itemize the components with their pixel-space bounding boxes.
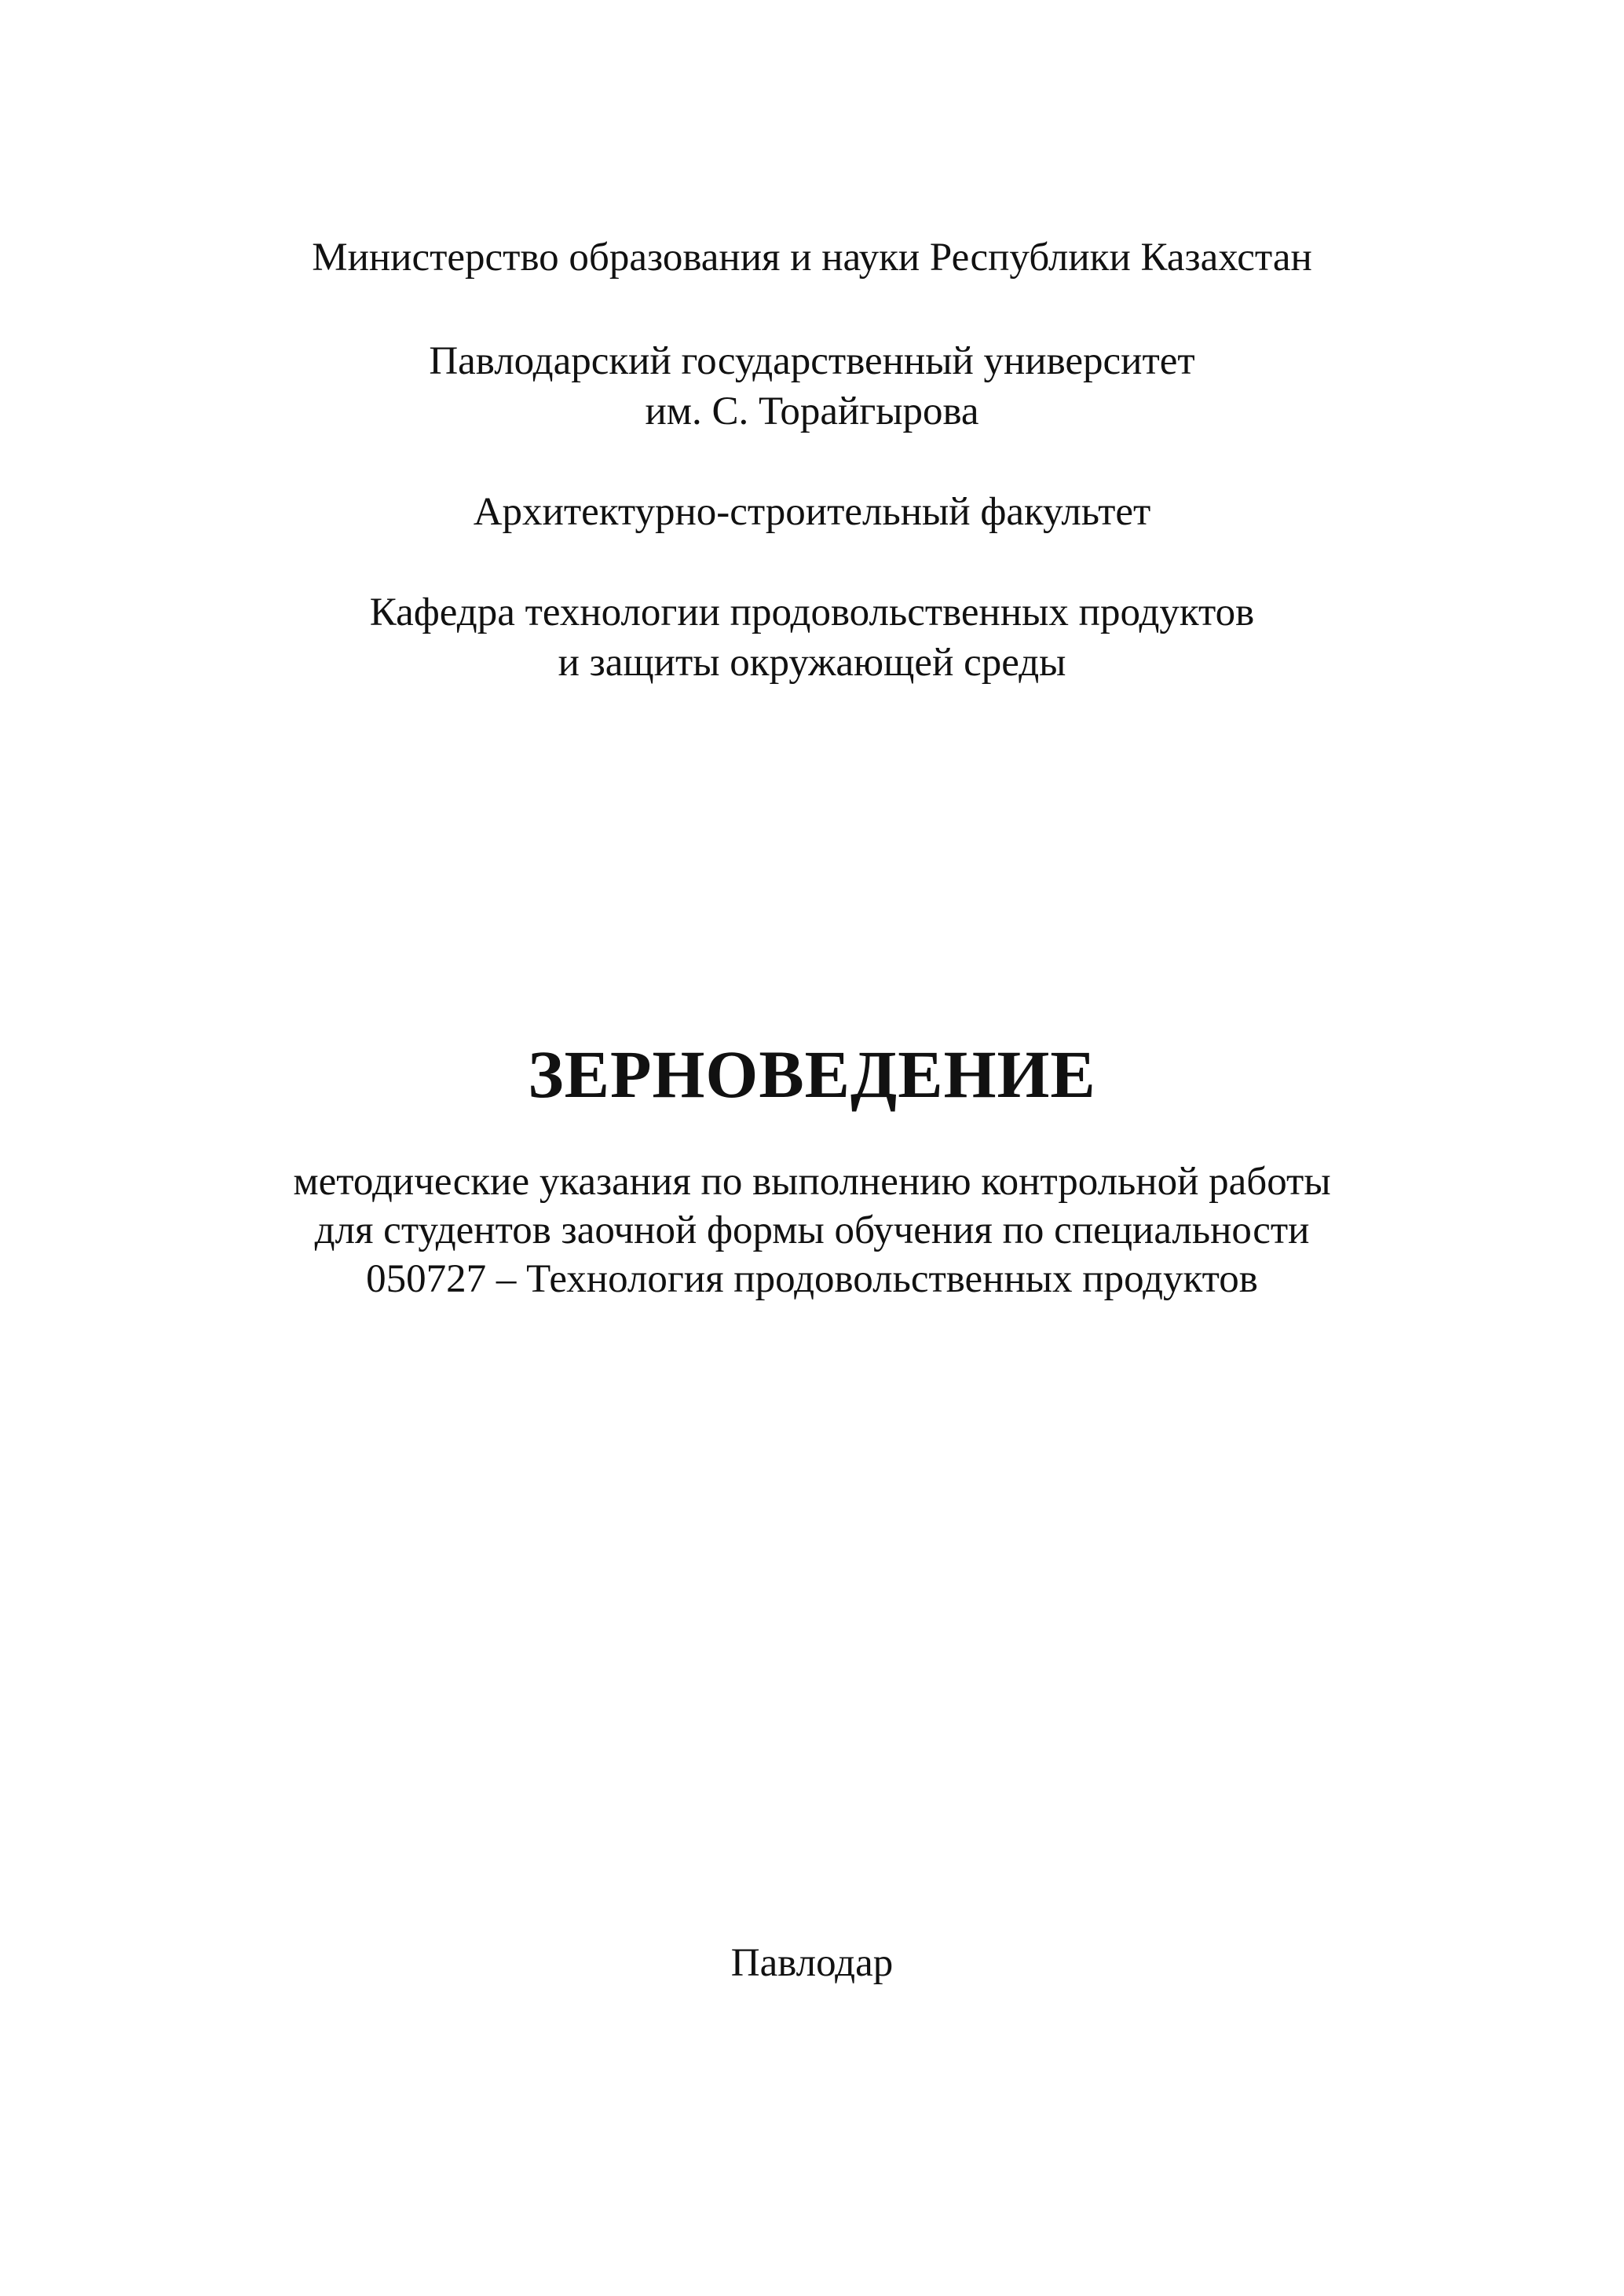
university-line-2: им. С. Торайгырова: [645, 389, 979, 433]
subtitle-line-2: для студентов заочной формы обучения по специальности: [314, 1208, 1310, 1252]
document-subtitle: [0, 1157, 1624, 1303]
faculty-line: Архитектурно-строительный факультет: [473, 490, 1151, 534]
ministry-heading: [0, 232, 1624, 283]
subtitle-line-3: 050727 – Технология продовольственных продуктов: [366, 1257, 1258, 1301]
city-text: Павлодар: [730, 1941, 894, 1985]
faculty-heading: [0, 487, 1624, 537]
university-line-1: Павлодарский государственный университет: [429, 339, 1195, 383]
university-heading: [0, 336, 1624, 437]
department-line-1: Кафедра технологии продовольственных продуктов: [369, 590, 1255, 634]
department-line-2: и защиты окружающей среды: [558, 641, 1066, 685]
title-text: ЗЕРНОВЕДЕНИЕ: [528, 1036, 1096, 1112]
document-title: [0, 1035, 1624, 1113]
publication-city: [0, 1938, 1624, 1988]
ministry-line: Министерство образования и науки Республики Казахстан: [312, 236, 1312, 280]
department-heading: [0, 587, 1624, 688]
subtitle-line-1: методические указания по выполнению контрольной работы: [293, 1160, 1331, 1204]
